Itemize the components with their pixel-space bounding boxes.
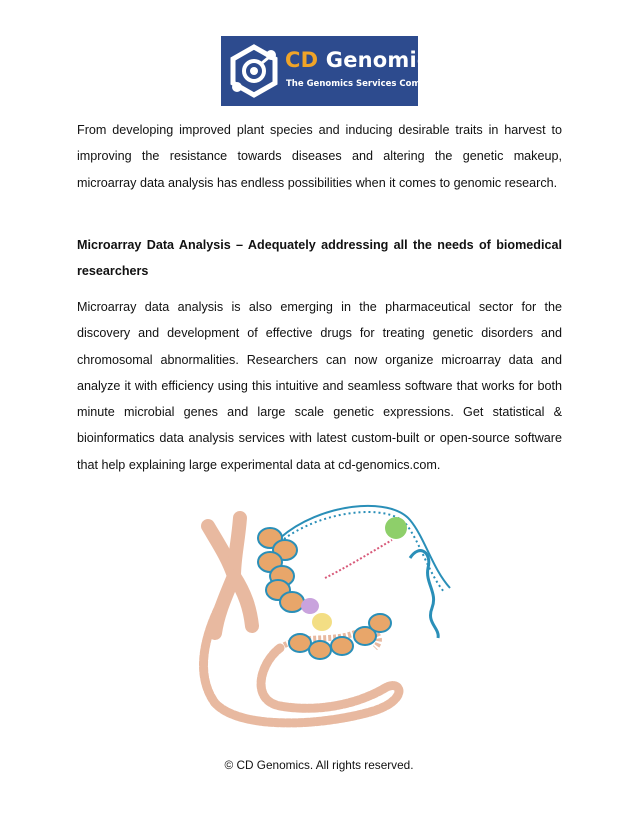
purple-protein bbox=[301, 598, 319, 614]
dna-helix bbox=[280, 506, 450, 588]
logo-tagline: The Genomics Services Company bbox=[286, 79, 444, 89]
body-paragraph: Microarray data analysis is also emerging in the pharmaceutical sector for the discovery and development of effective drugs for treating genetic disorders and chromosomal abnormalities. Researchers can now organize microarray data and analyze it with efficiency using this intuitive and seamless software that works for both minute microbial genes and large scale genetic expressions. Get statistical & bioinformatics data analysis services with latest custom-built or open-source software that help explaining large experimental data at cd-genomics.com. bbox=[77, 300, 562, 472]
green-protein bbox=[385, 517, 407, 539]
logo-wordmark: CD Genomics bbox=[285, 48, 443, 72]
hexagon-molecule-icon bbox=[227, 44, 281, 98]
chromosome-icon bbox=[208, 518, 252, 633]
rna-strand bbox=[325, 540, 392, 578]
yellow-protein bbox=[312, 613, 332, 631]
intro-paragraph: From developing improved plant species and inducing desirable traits in harvest to improving the resistance towards diseases and altering the genetic makeup, microarray data analysis has endless possibilities when it comes to genomic research. bbox=[77, 123, 562, 190]
section-heading: Microarray Data Analysis – Adequately addressing all the needs of biomedical researchers bbox=[77, 238, 562, 279]
company-logo bbox=[221, 36, 444, 106]
copyright-footer: © CD Genomics. All rights reserved. bbox=[224, 758, 414, 772]
chromosome-dna-illustration bbox=[170, 498, 480, 730]
